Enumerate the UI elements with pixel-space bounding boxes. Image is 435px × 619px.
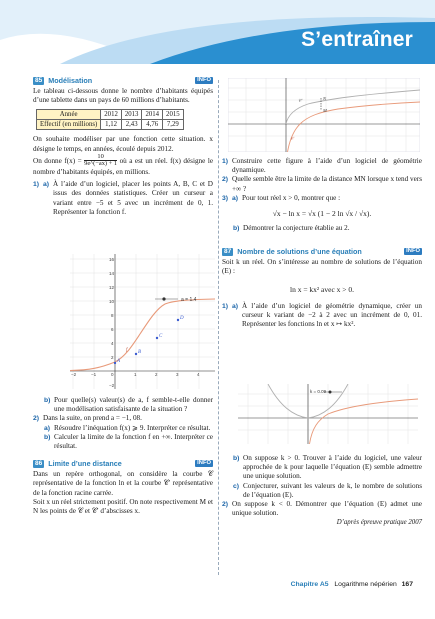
formula-suffix: où a est un réel. f(x) désigne le nombre d’habitants équipés, en millions.	[33, 156, 214, 176]
question-1c	[222, 482, 422, 500]
subquestion-label: b)	[233, 225, 240, 233]
column-divider	[218, 80, 219, 575]
question-3a	[222, 194, 422, 203]
question-text: Construire cette figure à l’aide d’un logiciel de géométrie dynamique.	[232, 157, 422, 175]
question-1b	[222, 454, 422, 482]
question-2b	[33, 433, 213, 451]
subquestion-label: c)	[233, 482, 240, 490]
question-text: Résoudre l’inéquation f(x) ⩾ 9. Interpréter ce résultat.	[54, 423, 211, 432]
slider-label: k = 0.09	[310, 389, 327, 394]
question-label: 1)	[222, 158, 229, 165]
question-text: À l’aide d’un logiciel de géométrie dynamique, créer un curseur k variant de −2 à 2 avec un incrément de 0, 01. Représenter les fonctions ln et x ↦ kx².	[242, 301, 422, 329]
left-column-lower	[33, 396, 213, 516]
x-tick: −1	[91, 372, 97, 377]
table-cell: 4,76	[142, 120, 163, 130]
formula-denominator: 9e^(−ax) + 1	[84, 160, 118, 168]
x-tick: 3	[176, 372, 179, 377]
right-column-lower	[222, 454, 422, 526]
table-row	[37, 120, 184, 130]
question-text: Dans la suite, on prend a = −1, 08.	[43, 414, 142, 423]
source-credit: D’après épreuve pratique 2007	[336, 519, 422, 527]
y-tick: 4	[111, 341, 114, 346]
y-tick: 16	[109, 257, 115, 262]
section-title: S’entraîner	[301, 28, 413, 51]
exercise-number: 85	[35, 76, 43, 84]
question-text: À l’aide d’un logiciel, placer les points A, B, C et D issus des données statistiques. Créer un curseur a variant entre −5 et 5 avec un incrément de 0, 1. Représenter la fonction f.	[53, 180, 213, 216]
question-label: 1)	[222, 302, 229, 310]
exercise-title: Nombre de solutions d’une équation	[237, 247, 362, 257]
distance-graph	[228, 78, 420, 152]
exercise-number: 87	[224, 247, 232, 255]
point-B	[135, 353, 137, 355]
x-tick: 4	[197, 372, 200, 377]
slider-label: a = 1.4	[181, 297, 197, 303]
exercise-intro: Soit k un réel. On s’intéresse au nombre de solutions de l’équation (E) :	[222, 258, 422, 276]
subquestion-label: b)	[44, 397, 51, 404]
question-label: 1)	[33, 181, 40, 189]
question-1b	[33, 396, 213, 414]
exercise-title: Limite d’une distance	[48, 459, 122, 469]
point-D	[177, 319, 179, 321]
question-label: 2)	[33, 415, 40, 423]
exercise-intro: Le tableau ci-dessous donne le nombre d’habitants équipés d’une tablette dans un pays de 60 millions d’habitants.	[33, 87, 213, 105]
chapter-label: Chapitre A5	[290, 581, 329, 588]
question-1	[222, 157, 422, 175]
point-label-C: C	[159, 334, 163, 339]
exercise-text: Soit x un réel strictement positif. On note respectivement M et N les points de 𝒞 et 𝒞′ d’abscisses x.	[33, 497, 213, 516]
label-C: 𝒞	[290, 136, 294, 141]
subquestion-label: a)	[232, 302, 239, 310]
question-text: Quelle semble être la limite de la distance MN lorsque x tend vers +∞ ?	[232, 175, 423, 193]
point-label-A: A	[117, 359, 121, 364]
formula-numerator: 10	[84, 154, 117, 162]
table-cell: 2,43	[121, 120, 142, 130]
table-header-cell: Année	[37, 110, 101, 120]
curve-label-f: f	[126, 348, 128, 353]
question-2	[33, 414, 213, 423]
question-1	[222, 302, 422, 330]
question-label: 2)	[222, 501, 229, 509]
logistic-graph	[70, 254, 215, 389]
exercise-86-header	[33, 459, 213, 468]
y-tick: 0	[111, 372, 114, 377]
question-2	[222, 500, 422, 518]
question-text: On suppose k < 0. Démontrer que l’équation (E) admet une unique solution.	[232, 500, 422, 518]
subquestion-label: a)	[43, 181, 50, 189]
question-label: 2)	[222, 176, 229, 184]
table-cell: 7,29	[163, 120, 184, 130]
label-N: N	[323, 96, 327, 101]
exercise-text: Dans un repère orthogonal, on considère la courbe 𝒞 représentative de la fonction ln et la courbe 𝒞′ représentative de la fonction racine carrée.	[33, 470, 213, 497]
formula-prefix: On donne f(x) =	[33, 156, 82, 165]
left-column	[33, 76, 213, 217]
table-cell: 2015	[163, 110, 184, 120]
page-banner	[0, 0, 435, 64]
slider-handle[interactable]	[162, 297, 165, 300]
x-tick: 2	[155, 372, 158, 377]
info-badge[interactable]: INFO	[197, 460, 211, 467]
page-footer	[291, 581, 413, 588]
table-row	[37, 110, 184, 120]
table-cell: 2013	[121, 110, 142, 120]
point-label-B: B	[138, 350, 142, 355]
chapter-name: Logarithme népérien	[334, 581, 397, 588]
table-header-cell: Effectif (en millions)	[37, 120, 101, 130]
question-3b	[222, 224, 422, 233]
subquestion-label: b)	[233, 455, 240, 462]
info-badge[interactable]: INFO	[406, 248, 420, 255]
subquestion-label: a)	[232, 194, 239, 202]
slider-handle[interactable]	[329, 391, 332, 394]
label-C-prime: 𝒞′	[298, 98, 303, 103]
exercise-number: 86	[35, 459, 43, 467]
right-column	[222, 157, 422, 329]
y-tick: 10	[109, 299, 115, 304]
question-text: Démontrer la conjecture établie au 2.	[243, 224, 350, 233]
curve-f	[70, 299, 215, 371]
y-tick: 14	[109, 271, 115, 276]
question-1a	[33, 180, 213, 217]
y-tick: 8	[111, 313, 114, 318]
identity-formula: √x − ln x = √x (1 − 2 ln √x / √x).	[272, 209, 372, 219]
point-label-D: D	[180, 316, 184, 321]
question-2	[222, 175, 422, 193]
x-tick: −2	[71, 372, 77, 377]
question-text: Calculer la limite de la fonction f en +∞. Interpréter ce résultat.	[54, 432, 213, 451]
question-text: Pour tout réel x > 0, montrer que :	[242, 193, 341, 202]
x-tick: 1	[134, 372, 137, 377]
data-table	[36, 109, 184, 130]
page-number: 167	[401, 581, 413, 588]
exercise-85-header	[33, 76, 213, 85]
table-cell: 1,12	[101, 120, 122, 130]
info-badge[interactable]: INFO	[197, 77, 211, 83]
y-tick: 12	[109, 285, 115, 290]
equation-E: ln x = kx² avec x > 0.	[289, 284, 355, 294]
question-text: On suppose k > 0. Trouver à l’aide du logiciel, une valeur approchée de k pour laquelle l’équation (E) semble admettre une unique solution.	[243, 454, 422, 481]
point-C	[156, 337, 158, 339]
y-tick: −2	[109, 383, 115, 388]
question-label: 3)	[222, 194, 229, 202]
table-cell: 2012	[101, 110, 122, 120]
equation-graph	[238, 384, 418, 444]
question-text: Pour quelle(s) valeur(s) de a, f semble-t-elle donner une modélisation satisfaisante de la situation ?	[54, 396, 213, 414]
table-cell: 2014	[142, 110, 163, 120]
y-tick: 6	[111, 327, 114, 332]
label-M: M	[323, 108, 327, 113]
question-text: Conjecturer, suivant les valeurs de k, le nombre de solutions de l’équation (E).	[243, 481, 422, 499]
subquestion-label: a)	[44, 424, 51, 432]
subquestion-label: b)	[44, 433, 51, 441]
point-A	[114, 362, 116, 364]
y-tick: 2	[111, 355, 114, 360]
exercise-title: Modélisation	[48, 76, 93, 85]
formula-line	[33, 154, 213, 177]
question-2a	[33, 424, 213, 433]
exercise-87-header	[222, 247, 422, 256]
model-text: On souhaite modéliser par une fonction cette situation. x désigne le temps, en années, écoulé depuis 2012.	[33, 135, 213, 153]
